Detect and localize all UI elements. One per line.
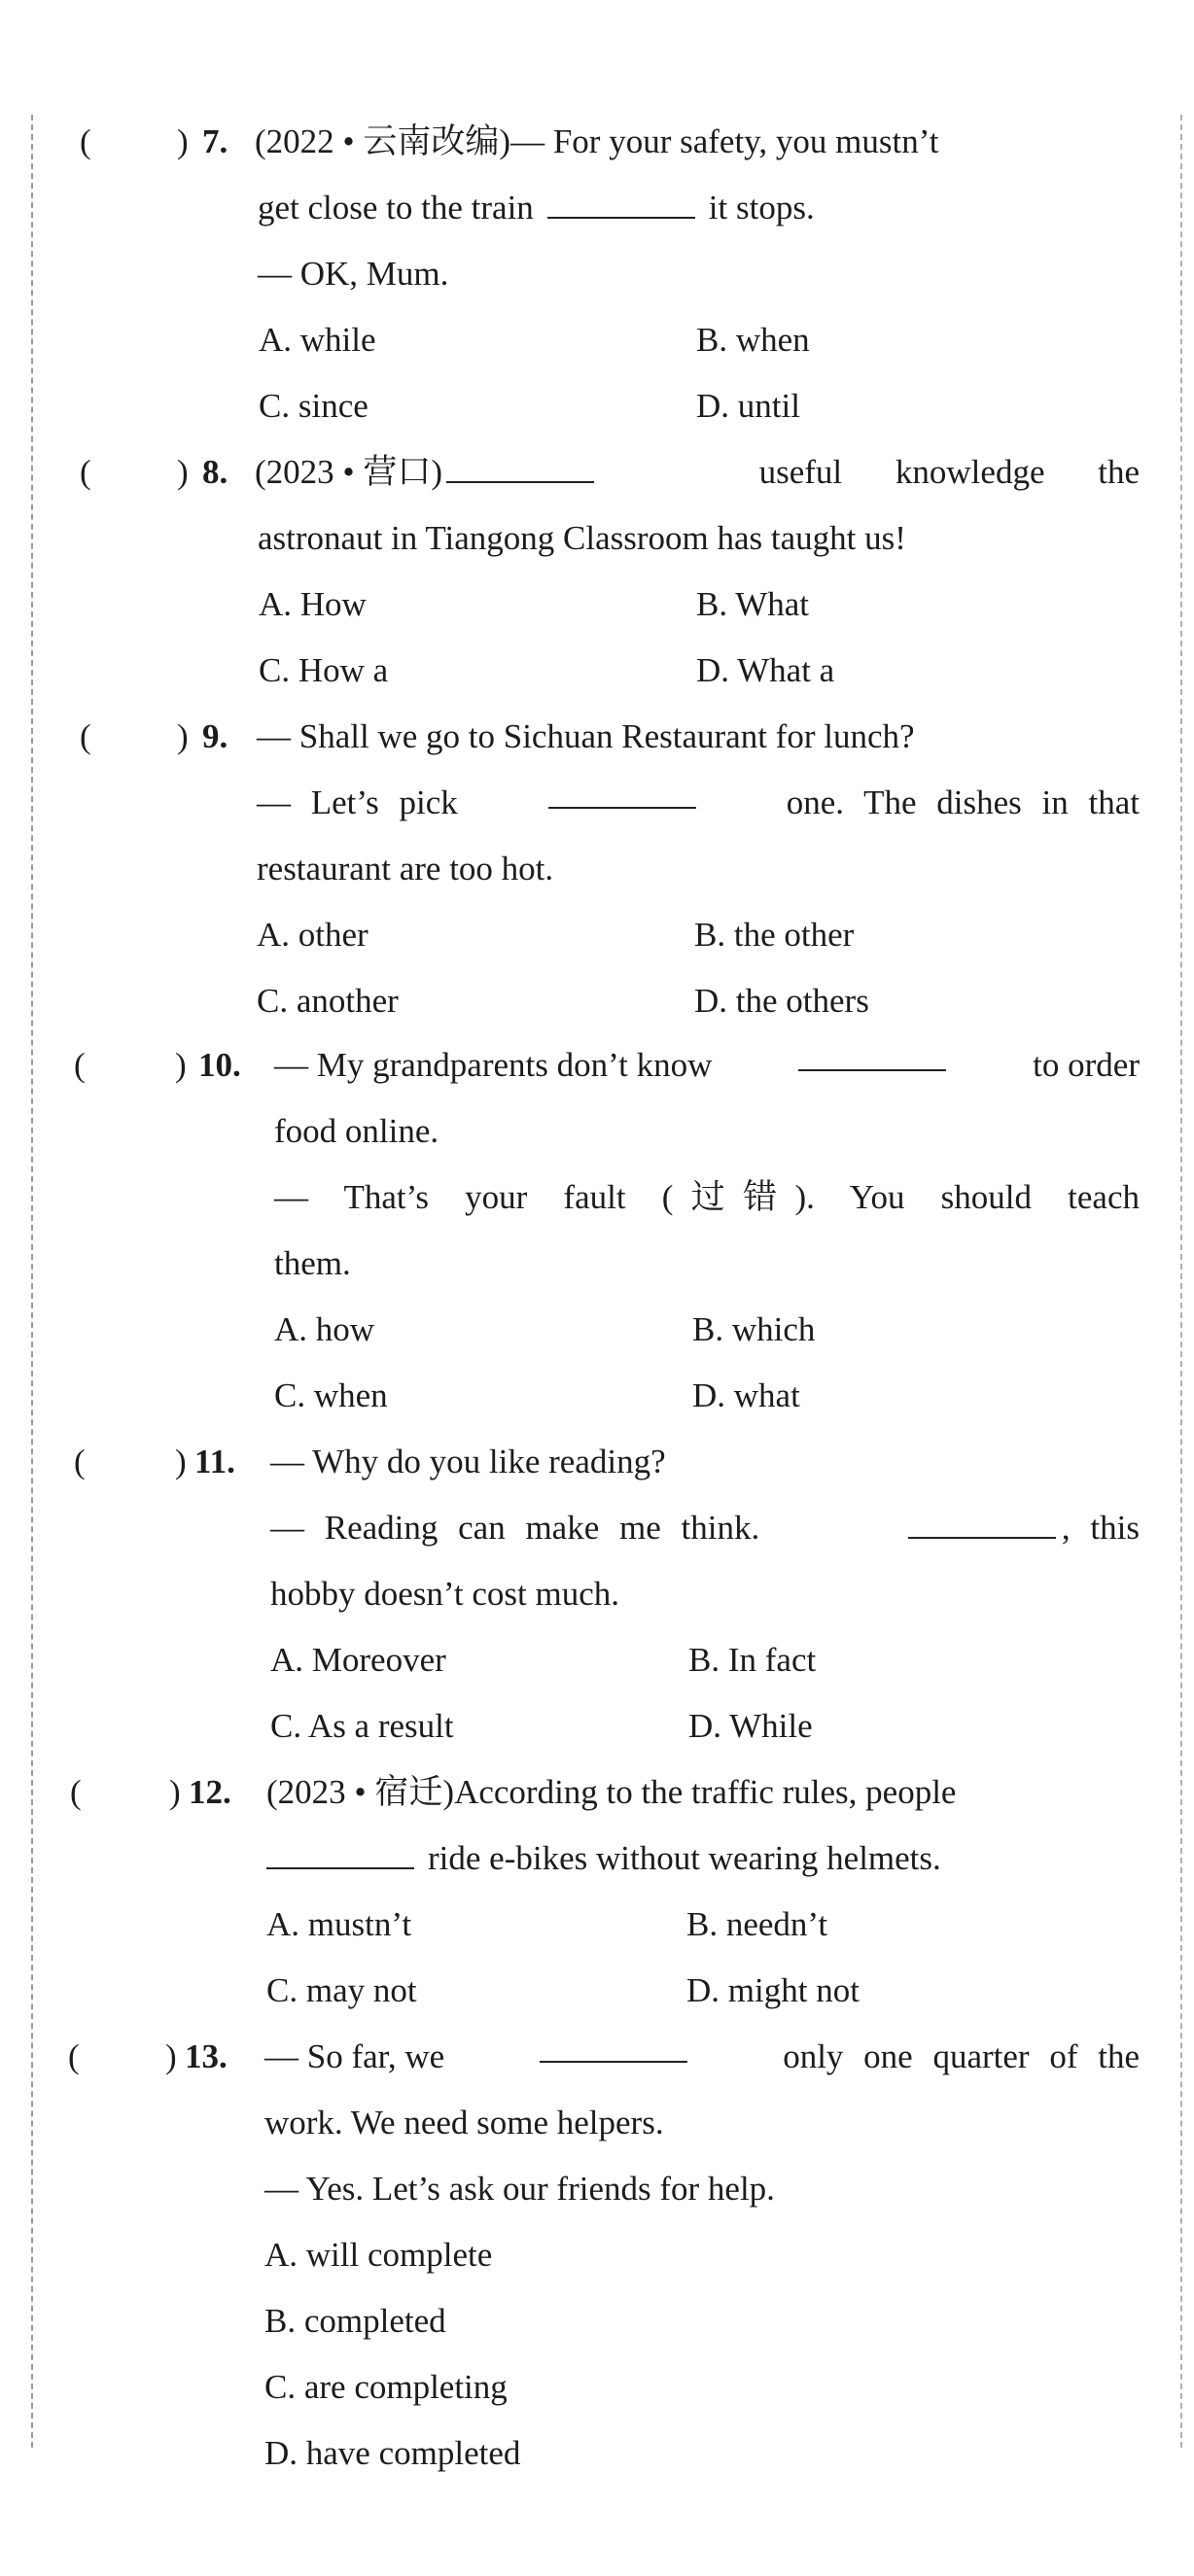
stem-text: — Yes. Let’s ask our friends for help.: [264, 2170, 775, 2208]
answer-paren-close: ): [175, 1443, 187, 1480]
answer-paren-close: ): [169, 1773, 181, 1811]
answer-paren-close: ): [165, 2037, 177, 2075]
option-b: B. completed: [264, 2302, 446, 2340]
option-c: C. are completing: [264, 2368, 508, 2406]
answer-blank: [266, 1830, 414, 1869]
answer-blank: [798, 1032, 946, 1071]
option-b: B. when: [696, 321, 810, 359]
option-d: D. might not: [686, 1971, 860, 2009]
question-line-1: [264, 2024, 1140, 2090]
option-b: B. In fact: [688, 1641, 817, 1679]
left-dashed-margin-line: [31, 115, 33, 2448]
answer-paren-open: (: [74, 1046, 86, 1084]
question-number: 12.: [189, 1773, 231, 1811]
option-b: B. What: [696, 585, 810, 623]
question-line-1: [255, 109, 1140, 175]
question-line-2: [264, 2090, 1138, 2156]
question-line-1: [270, 1429, 1138, 1495]
option-c: C. since: [259, 387, 369, 425]
option-a: A. while: [259, 321, 376, 359]
question-line-1: [255, 439, 1140, 505]
question-number: 8.: [202, 453, 228, 491]
option-a: A. How: [259, 585, 367, 623]
option-c: C. As a result: [270, 1707, 454, 1745]
answer-blank: [446, 444, 594, 483]
answer-paren-close: ): [177, 453, 189, 491]
option-a: A. mustn’t: [266, 1905, 412, 1943]
stem-text: — OK, Mum.: [258, 255, 449, 293]
option-c: C. may not: [266, 1971, 417, 2009]
answer-paren-open: (: [80, 122, 91, 160]
stem-text: — So far, we: [264, 2037, 445, 2075]
stem-text: , this: [1061, 1509, 1140, 1547]
answer-blank: [548, 770, 696, 809]
option-d: D. the others: [694, 982, 869, 1020]
option-b: B. the other: [694, 916, 855, 954]
source-tag: (2022 • 云南改编): [255, 122, 511, 160]
option-c: C. another: [257, 982, 399, 1020]
question-line-2: [274, 1098, 1138, 1165]
answer-paren-close: ): [175, 1046, 187, 1084]
answer-paren-open: (: [80, 453, 91, 491]
stem-text: get close to the train: [258, 189, 534, 226]
question-line-2: [257, 770, 1140, 836]
stem-text: hobby doesn’t cost much.: [270, 1575, 620, 1613]
stem-text: them.: [274, 1244, 351, 1282]
answer-blank: [547, 180, 695, 219]
stem-text: to order: [1033, 1046, 1140, 1084]
stem-text: work. We need some helpers.: [264, 2104, 664, 2141]
answer-paren-open: (: [80, 717, 91, 755]
stem-text: — That’s your fault (过错). You should teach: [274, 1178, 1140, 1216]
answer-paren-open: (: [74, 1443, 86, 1480]
option-a: A. other: [257, 916, 369, 954]
question-line-1: [266, 1759, 1138, 1826]
stem-text: ride e-bikes without wearing helmets.: [428, 1839, 941, 1877]
question-line-2: [270, 1495, 1140, 1561]
stem-text: — For your safety, you mustn’t: [510, 122, 939, 160]
option-a: A. will complete: [264, 2236, 493, 2274]
stem-text: it stops.: [708, 189, 815, 226]
question-number: 9.: [202, 717, 228, 755]
question-number: 13.: [185, 2037, 228, 2075]
question-number: 7.: [202, 122, 228, 160]
option-c: C. How a: [259, 651, 389, 689]
question-line-4: [274, 1231, 1138, 1297]
answer-blank: [908, 1500, 1056, 1539]
question-line-2: [258, 175, 1138, 241]
answer-paren-open: (: [68, 2037, 80, 2075]
right-dashed-margin-line: [1180, 115, 1182, 2448]
option-a: A. how: [274, 1310, 375, 1348]
option-d: D. have completed: [264, 2434, 521, 2472]
question-line-3: [270, 1561, 1138, 1627]
option-d: D. What a: [696, 651, 835, 689]
question-line-3: [264, 2156, 1138, 2222]
answer-blank: [540, 2024, 687, 2063]
answer-paren-close: ): [177, 122, 189, 160]
option-a: A. Moreover: [270, 1641, 446, 1679]
stem-text: — Why do you like reading?: [270, 1443, 666, 1480]
question-line-3: [274, 1165, 1140, 1231]
option-b: B. needn’t: [686, 1905, 828, 1943]
option-c: C. when: [274, 1376, 388, 1414]
stem-text: According to the traffic rules, people: [454, 1773, 957, 1811]
stem-text: useful knowledge the: [758, 453, 1140, 491]
option-b: B. which: [692, 1310, 816, 1348]
source-tag: (2023 • 营口): [255, 453, 443, 491]
option-d: D. While: [688, 1707, 813, 1745]
option-d: D. until: [696, 387, 800, 425]
option-d: D. what: [692, 1376, 800, 1414]
stem-text: one. The dishes in that: [786, 783, 1140, 821]
stem-text: restaurant are too hot.: [257, 850, 554, 888]
source-tag: (2023 • 宿迁): [266, 1773, 455, 1811]
stem-text: — Let’s pick: [257, 783, 458, 821]
question-number: 11.: [194, 1443, 235, 1480]
stem-text: only one quarter of the: [783, 2037, 1140, 2075]
question-line-1: [257, 704, 1138, 770]
stem-text: — Shall we go to Sichuan Restaurant for lunch?: [257, 717, 915, 755]
question-number: 10.: [198, 1046, 241, 1084]
answer-paren-open: (: [70, 1773, 82, 1811]
question-line-2: [266, 1826, 1138, 1892]
question-line-3: [257, 836, 1138, 902]
stem-text: food online.: [274, 1112, 439, 1150]
question-line-2: [258, 505, 1138, 572]
answer-paren-close: ): [177, 717, 189, 755]
question-line-1: [274, 1032, 1140, 1098]
stem-text: astronaut in Tiangong Classroom has taught us!: [258, 519, 906, 557]
stem-text: — My grandparents don’t know: [274, 1046, 713, 1084]
question-line-3: [258, 241, 1138, 307]
stem-text: — Reading can make me think.: [270, 1509, 760, 1547]
